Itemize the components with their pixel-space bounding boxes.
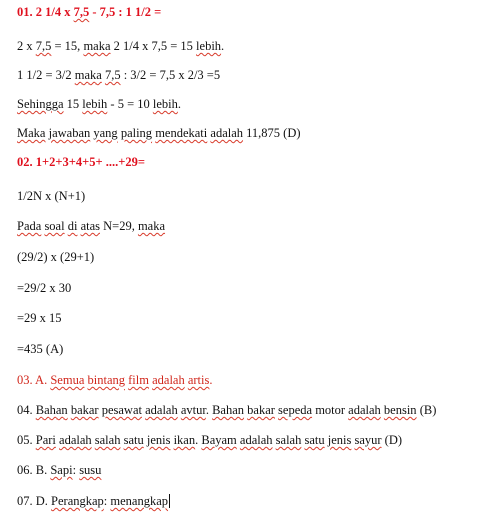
misspelled-word: film bbox=[128, 373, 149, 387]
misspelled-word: 7,5 bbox=[104, 68, 121, 82]
misspelled-word: Pari bbox=[35, 433, 56, 447]
misspelled-word: Perangkap bbox=[51, 494, 104, 508]
text-run: motor bbox=[312, 403, 349, 417]
misspelled-word: maka bbox=[83, 39, 111, 53]
misspelled-word: adalah bbox=[152, 373, 185, 387]
text-run: 05. bbox=[17, 433, 36, 447]
misspelled-word: adalah bbox=[239, 433, 273, 447]
question-02-heading bbox=[17, 155, 145, 170]
misspelled-word: sayur bbox=[354, 433, 382, 447]
misspelled-word: Sapi bbox=[50, 463, 73, 477]
misspelled-word: atas bbox=[80, 219, 100, 233]
text-run: 03. A. bbox=[17, 373, 51, 387]
answer-02-formula bbox=[17, 189, 85, 204]
misspelled-word: bakar bbox=[70, 403, 99, 417]
text-run: . bbox=[221, 39, 225, 53]
misspelled-word: lebih bbox=[152, 97, 178, 111]
misspelled-word: salah bbox=[94, 433, 121, 447]
text-run: 2 1/4 x 7,5 = 15 bbox=[110, 39, 197, 53]
text-run: N=29, bbox=[100, 219, 138, 233]
misspelled-word: avtur bbox=[180, 403, 206, 417]
answer-02-result bbox=[17, 342, 63, 357]
misspelled-word: lebih bbox=[196, 39, 222, 53]
misspelled-word: satu bbox=[304, 433, 325, 447]
answer-01-conclusion bbox=[17, 126, 301, 141]
misspelled-word: sepeda bbox=[278, 403, 313, 417]
text-run: (D) bbox=[381, 433, 403, 447]
text-run: - 5 = 10 bbox=[107, 97, 153, 111]
text-run: 04. bbox=[17, 403, 36, 417]
text-run: . bbox=[205, 403, 213, 417]
misspelled-word: satu bbox=[123, 433, 144, 447]
answer-07 bbox=[17, 494, 170, 509]
text-run: : bbox=[103, 494, 111, 508]
answer-02-step-2 bbox=[17, 250, 94, 265]
text-run: 2 x bbox=[17, 39, 36, 53]
misspelled-word: di bbox=[67, 219, 78, 233]
answer-05 bbox=[17, 433, 402, 448]
misspelled-word: Sehingga bbox=[17, 97, 64, 111]
misspelled-word: susu bbox=[79, 463, 102, 477]
text-run: 07. D. bbox=[17, 494, 52, 508]
misspelled-word: adalah bbox=[210, 126, 244, 140]
misspelled-word: maka bbox=[74, 68, 102, 82]
misspelled-word: Maka bbox=[17, 126, 46, 140]
misspelled-word: paling bbox=[120, 126, 153, 140]
answer-01-step-2 bbox=[17, 68, 220, 83]
text-run: 1/2N x (N+1) bbox=[17, 189, 86, 203]
misspelled-word: pesawat bbox=[101, 403, 142, 417]
misspelled-word: salah bbox=[275, 433, 302, 447]
misspelled-word: mendekati bbox=[155, 126, 208, 140]
answer-04 bbox=[17, 403, 436, 418]
question-01-heading bbox=[17, 5, 161, 20]
answer-01-step-3 bbox=[17, 97, 181, 112]
misspelled-word: artis bbox=[187, 373, 210, 387]
text-run: : 3/2 = 7,5 x 2/3 =5 bbox=[120, 68, 221, 82]
misspelled-word: bakar bbox=[247, 403, 275, 417]
text-run: = 15, bbox=[51, 39, 84, 53]
misspelled-word: Bahan bbox=[35, 403, 68, 417]
misspelled-word: ikan bbox=[173, 433, 196, 447]
text-run: (29/2) x (29+1) bbox=[17, 250, 95, 264]
misspelled-word: Bahan bbox=[212, 403, 245, 417]
misspelled-word: adalah bbox=[145, 403, 178, 417]
misspelled-word: lebih bbox=[82, 97, 108, 111]
text-run: 11,875 (D) bbox=[243, 126, 301, 140]
text-run: =29 x 15 bbox=[17, 311, 62, 325]
misspelled-word: adalah bbox=[59, 433, 92, 447]
misspelled-word: Bayam bbox=[201, 433, 237, 447]
text-run: . bbox=[209, 373, 213, 387]
misspelled-word: Semua bbox=[50, 373, 85, 387]
misspelled-word: 7,5 bbox=[73, 5, 90, 19]
misspelled-word: adalah bbox=[348, 403, 381, 417]
text-run: (B) bbox=[416, 403, 437, 417]
text-run: =435 (A) bbox=[17, 342, 64, 356]
text-run: - 7,5 : 1 1/2 = bbox=[89, 5, 162, 19]
text-cursor bbox=[169, 494, 170, 508]
misspelled-word: maka bbox=[137, 219, 166, 233]
misspelled-word: soal bbox=[44, 219, 65, 233]
text-run: 15 bbox=[63, 97, 83, 111]
text-run: 06. B. bbox=[17, 463, 51, 477]
answer-06 bbox=[17, 463, 101, 478]
misspelled-word: 7,5 bbox=[35, 39, 52, 53]
answer-02-step-3 bbox=[17, 281, 71, 296]
answer-01-step-1 bbox=[17, 39, 224, 54]
answer-02-step-4 bbox=[17, 311, 62, 326]
answer-02-step-1 bbox=[17, 219, 165, 234]
text-run: =29/2 x 30 bbox=[17, 281, 72, 295]
misspelled-word: jawaban bbox=[48, 126, 91, 140]
text-run: 02. 1+2+3+4+5+ ....+29= bbox=[17, 155, 145, 169]
text-run: 01. 2 1/4 x bbox=[17, 5, 74, 19]
misspelled-word: Pada bbox=[17, 219, 42, 233]
misspelled-word: jenis bbox=[327, 433, 352, 447]
misspelled-word: yang bbox=[93, 126, 118, 140]
text-run: 1 1/2 = 3/2 bbox=[17, 68, 75, 82]
misspelled-word: jenis bbox=[146, 433, 171, 447]
text-run: . bbox=[195, 433, 202, 447]
text-run: . bbox=[177, 97, 181, 111]
text-run: : bbox=[72, 463, 80, 477]
misspelled-word: bensin bbox=[383, 403, 417, 417]
answer-03 bbox=[17, 373, 213, 388]
misspelled-word: bintang bbox=[87, 373, 125, 387]
misspelled-word: menangkap bbox=[110, 494, 169, 508]
